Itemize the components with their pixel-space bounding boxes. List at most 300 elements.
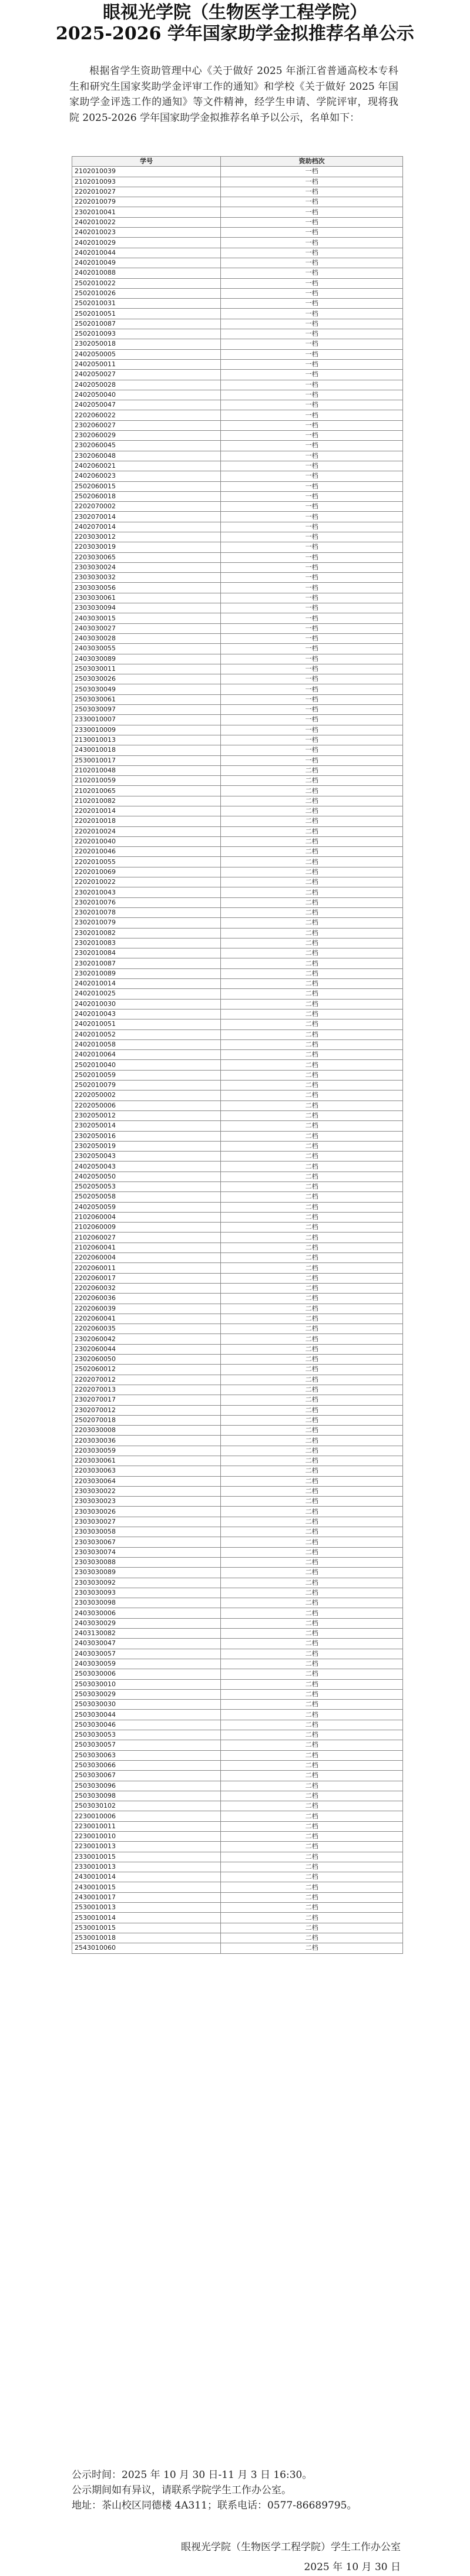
table-row [72, 806, 403, 816]
grade-cell: 二档 [221, 1568, 403, 1578]
student-id-cell: 2230010010 [72, 1831, 221, 1841]
grade-cell: 二档 [221, 765, 403, 775]
student-id-cell: 2402010088 [72, 268, 221, 278]
grade-cell: 二档 [221, 1557, 403, 1567]
student-id-cell: 2502010059 [72, 1070, 221, 1080]
student-id-cell: 2503030096 [72, 1781, 221, 1791]
student-id-cell: 2102010065 [72, 786, 221, 796]
student-id-cell: 2503030061 [72, 694, 221, 704]
student-id-cell: 2202060022 [72, 410, 221, 420]
student-id-cell: 2202050002 [72, 1091, 221, 1100]
grade-cell: 二档 [221, 1842, 403, 1852]
table-row [72, 765, 403, 775]
student-id-cell: 2202010079 [72, 197, 221, 207]
grade-cell: 一档 [221, 380, 403, 390]
grade-cell: 二档 [221, 1862, 403, 1872]
student-id-cell: 2302050018 [72, 339, 221, 349]
grade-cell: 二档 [221, 1273, 403, 1283]
grade-cell: 二档 [221, 1192, 403, 1202]
table-row [72, 1070, 403, 1080]
table-row [72, 1181, 403, 1191]
grade-cell: 二档 [221, 1100, 403, 1110]
grade-cell: 一档 [221, 583, 403, 593]
table-row [72, 461, 403, 471]
table-row [72, 1872, 403, 1882]
grade-cell: 二档 [221, 1202, 403, 1212]
student-id-cell: 2430010014 [72, 1872, 221, 1882]
table-row [72, 309, 403, 319]
table-row [72, 918, 403, 928]
table-row [72, 1081, 403, 1091]
student-id-cell: 2402050011 [72, 359, 221, 369]
table-row [72, 593, 403, 603]
table-row [72, 228, 403, 238]
grade-cell: 二档 [221, 1355, 403, 1365]
student-id-cell: 2202060004 [72, 1253, 221, 1263]
table-row [72, 1141, 403, 1151]
table-row [72, 1791, 403, 1801]
student-id-cell: 2502060012 [72, 1365, 221, 1375]
table-row [72, 1100, 403, 1110]
table-row [72, 1608, 403, 1618]
table-row [72, 968, 403, 978]
grade-cell: 一档 [221, 228, 403, 238]
header-grade: 资助档次 [221, 157, 403, 167]
table-row [72, 847, 403, 857]
grade-cell: 一档 [221, 461, 403, 471]
table-row [72, 907, 403, 917]
student-id-cell: 2402010014 [72, 979, 221, 989]
table-row [72, 278, 403, 288]
student-id-cell: 2202010055 [72, 857, 221, 867]
grade-cell: 一档 [221, 654, 403, 664]
grade-cell: 二档 [221, 1426, 403, 1436]
student-id-cell: 2202010069 [72, 867, 221, 877]
student-id-cell: 2330010015 [72, 1852, 221, 1862]
grade-cell: 二档 [221, 928, 403, 938]
table-row [72, 1152, 403, 1162]
table-row [72, 928, 403, 938]
table-row [72, 684, 403, 694]
grade-cell: 二档 [221, 999, 403, 1009]
table-row [72, 1659, 403, 1669]
table-row [72, 857, 403, 867]
table-row [72, 979, 403, 989]
grade-cell: 二档 [221, 1811, 403, 1821]
grade-cell: 一档 [221, 755, 403, 765]
grade-cell: 二档 [221, 1181, 403, 1191]
table-row [72, 1801, 403, 1811]
table-row [72, 359, 403, 369]
student-id-cell: 2303030026 [72, 1507, 221, 1517]
student-id-cell: 2402010029 [72, 238, 221, 248]
signature-office: 眼视光学院（生物医学工程学院）学生工作办公室 [181, 2541, 401, 2553]
grade-cell: 二档 [221, 1039, 403, 1049]
grade-cell: 二档 [221, 1527, 403, 1537]
student-id-cell: 2430010015 [72, 1882, 221, 1892]
table-row [72, 1060, 403, 1070]
student-id-cell: 2302060048 [72, 451, 221, 461]
student-id-cell: 2303030094 [72, 603, 221, 613]
table-row [72, 1821, 403, 1831]
grade-cell: 二档 [221, 1852, 403, 1862]
table-row [72, 816, 403, 826]
grade-cell: 一档 [221, 278, 403, 288]
student-id-cell: 2303030074 [72, 1547, 221, 1557]
grade-cell: 二档 [221, 887, 403, 897]
table-row [72, 735, 403, 745]
table-row [72, 1760, 403, 1770]
grade-cell: 一档 [221, 177, 403, 187]
student-id-cell: 2503030011 [72, 664, 221, 674]
student-id-cell: 2303030022 [72, 1486, 221, 1496]
student-id-cell: 2502010093 [72, 329, 221, 339]
table-row [72, 1842, 403, 1852]
student-id-cell: 2402050028 [72, 380, 221, 390]
table-row [72, 826, 403, 836]
grade-cell: 二档 [221, 1537, 403, 1547]
grade-cell: 二档 [221, 1547, 403, 1557]
table-row [72, 1273, 403, 1283]
grade-cell: 二档 [221, 1314, 403, 1324]
student-id-cell: 2403030028 [72, 633, 221, 643]
student-id-cell: 2203030019 [72, 542, 221, 552]
table-row [72, 1730, 403, 1740]
grade-cell: 二档 [221, 867, 403, 877]
table-row [72, 1669, 403, 1679]
header-student-id: 学号 [72, 157, 221, 167]
student-id-cell: 2430010018 [72, 745, 221, 755]
table-row [72, 1110, 403, 1120]
table-header-row [72, 157, 403, 167]
grade-cell: 二档 [221, 836, 403, 846]
student-id-cell: 2402060023 [72, 471, 221, 481]
student-id-cell: 2302060050 [72, 1355, 221, 1365]
student-id-cell: 2302010079 [72, 918, 221, 928]
student-id-cell: 2302070017 [72, 1395, 221, 1405]
student-id-cell: 2502010040 [72, 1060, 221, 1070]
grade-cell: 二档 [221, 1304, 403, 1314]
student-id-cell: 2102060009 [72, 1223, 221, 1233]
table-row [72, 1233, 403, 1243]
table-row [72, 1436, 403, 1446]
grade-cell: 一档 [221, 715, 403, 725]
student-id-cell: 2302060045 [72, 441, 221, 451]
table-row [72, 1324, 403, 1334]
grade-cell: 一档 [221, 390, 403, 400]
table-row [72, 989, 403, 999]
grade-cell: 一档 [221, 410, 403, 420]
student-id-cell: 2202010040 [72, 836, 221, 846]
student-id-cell: 2402050027 [72, 370, 221, 380]
student-id-cell: 2530010015 [72, 1923, 221, 1933]
table-row [72, 370, 403, 380]
grade-cell: 二档 [221, 826, 403, 836]
student-id-cell: 2302070014 [72, 512, 221, 522]
student-id-cell: 2230010006 [72, 1811, 221, 1821]
grade-cell: 一档 [221, 349, 403, 359]
grade-cell: 二档 [221, 776, 403, 786]
grade-cell: 一档 [221, 664, 403, 674]
table-row [72, 755, 403, 765]
grade-cell: 二档 [221, 1243, 403, 1252]
table-row [72, 1019, 403, 1029]
grade-cell: 一档 [221, 481, 403, 491]
student-id-cell: 2202070013 [72, 1385, 221, 1395]
grade-cell: 一档 [221, 197, 403, 207]
student-id-cell: 2502010087 [72, 319, 221, 329]
student-id-cell: 2402010044 [72, 248, 221, 258]
student-id-cell: 2402010052 [72, 1029, 221, 1039]
table-row [72, 1710, 403, 1720]
grade-cell: 二档 [221, 1507, 403, 1517]
table-row [72, 1527, 403, 1537]
student-id-cell: 2330010013 [72, 1862, 221, 1872]
student-id-cell: 2502010079 [72, 1081, 221, 1091]
table-row [72, 1547, 403, 1557]
grade-cell: 二档 [221, 1578, 403, 1588]
grade-cell: 一档 [221, 359, 403, 369]
table-row [72, 1375, 403, 1385]
student-id-cell: 2303030032 [72, 573, 221, 583]
table-row [72, 1497, 403, 1507]
student-id-cell: 2402010064 [72, 1050, 221, 1060]
grade-cell: 二档 [221, 1598, 403, 1608]
table-row [72, 1720, 403, 1730]
contact-info: 地址：茶山校区同德楼 4A311；联系电话：0577-86689795。 [72, 2500, 357, 2511]
table-row [72, 177, 403, 187]
table-row [72, 410, 403, 420]
table-row [72, 1456, 403, 1466]
grade-cell: 二档 [221, 1233, 403, 1243]
grade-cell: 二档 [221, 1882, 403, 1892]
table-row [72, 1750, 403, 1760]
grade-cell: 二档 [221, 1344, 403, 1354]
student-id-cell: 2330010007 [72, 715, 221, 725]
table-row [72, 1405, 403, 1415]
student-id-cell: 2302050019 [72, 1141, 221, 1151]
student-id-cell: 2402050040 [72, 390, 221, 400]
student-id-cell: 2202060036 [72, 1294, 221, 1304]
table-row [72, 1507, 403, 1517]
grade-cell: 二档 [221, 1456, 403, 1466]
student-id-cell: 2302010041 [72, 207, 221, 217]
grade-cell: 一档 [221, 471, 403, 481]
table-row [72, 999, 403, 1009]
table-row [72, 207, 403, 217]
student-id-cell: 2503030049 [72, 684, 221, 694]
grade-cell: 二档 [221, 1913, 403, 1923]
student-id-cell: 2503030057 [72, 1740, 221, 1750]
grade-cell: 二档 [221, 1933, 403, 1943]
student-id-cell: 2230010011 [72, 1821, 221, 1831]
student-id-cell: 2303030061 [72, 593, 221, 603]
student-id-cell: 2302050014 [72, 1121, 221, 1131]
student-id-cell: 2302010078 [72, 907, 221, 917]
grade-cell: 一档 [221, 400, 403, 410]
student-id-cell: 2302060044 [72, 1344, 221, 1354]
grade-cell: 二档 [221, 1700, 403, 1710]
grade-cell: 二档 [221, 1050, 403, 1060]
grade-cell: 二档 [221, 1476, 403, 1486]
student-id-cell: 2303030067 [72, 1537, 221, 1547]
table-row [72, 268, 403, 278]
student-id-cell: 2302010084 [72, 948, 221, 958]
grade-cell: 一档 [221, 167, 403, 177]
table-row [72, 532, 403, 542]
student-id-cell: 2203030063 [72, 1466, 221, 1476]
student-id-cell: 2530010014 [72, 1913, 221, 1923]
table-row [72, 197, 403, 207]
table-row [72, 654, 403, 664]
grade-cell: 二档 [221, 1649, 403, 1659]
table-row [72, 1223, 403, 1233]
grade-cell: 二档 [221, 1212, 403, 1222]
student-id-cell: 2302060027 [72, 420, 221, 430]
table-row [72, 1171, 403, 1181]
grade-cell: 一档 [221, 288, 403, 298]
table-row [72, 897, 403, 907]
table-row [72, 1689, 403, 1699]
grade-cell: 一档 [221, 613, 403, 623]
table-row [72, 349, 403, 359]
student-id-cell: 2303030058 [72, 1527, 221, 1537]
table-row [72, 745, 403, 755]
student-id-cell: 2403030057 [72, 1649, 221, 1659]
student-id-cell: 2202010046 [72, 847, 221, 857]
table-row [72, 248, 403, 258]
student-id-cell: 2303030092 [72, 1578, 221, 1588]
grade-cell: 二档 [221, 897, 403, 907]
grade-cell: 二档 [221, 907, 403, 917]
grade-cell: 二档 [221, 847, 403, 857]
table-row [72, 491, 403, 501]
table-row [72, 1629, 403, 1639]
grade-cell: 二档 [221, 1141, 403, 1151]
grade-cell: 一档 [221, 299, 403, 309]
student-id-cell: 2543010060 [72, 1943, 221, 1953]
grade-cell: 一档 [221, 207, 403, 217]
grade-cell: 一档 [221, 512, 403, 522]
table-row [72, 1243, 403, 1252]
student-id-cell: 2202060011 [72, 1263, 221, 1273]
student-id-cell: 2403030047 [72, 1639, 221, 1649]
student-id-cell: 2202010014 [72, 806, 221, 816]
announcement-time: 公示时间：2025 年 10 月 30 日-11 月 3 日 16:30。 [72, 2469, 313, 2481]
grade-cell: 一档 [221, 623, 403, 633]
table-row [72, 431, 403, 441]
table-row [72, 1202, 403, 1212]
grade-cell: 二档 [221, 1385, 403, 1395]
grade-cell: 二档 [221, 1689, 403, 1699]
grade-cell: 二档 [221, 1171, 403, 1181]
table-row [72, 1334, 403, 1344]
grade-cell: 二档 [221, 1801, 403, 1811]
student-id-cell: 2503030029 [72, 1689, 221, 1699]
grade-cell: 二档 [221, 1831, 403, 1841]
grade-cell: 二档 [221, 1588, 403, 1598]
table-row [72, 451, 403, 461]
table-row [72, 1253, 403, 1263]
table-row [72, 1923, 403, 1933]
student-id-cell: 2402050047 [72, 400, 221, 410]
student-id-cell: 2230010013 [72, 1842, 221, 1852]
grade-cell: 二档 [221, 1821, 403, 1831]
table-row [72, 1700, 403, 1710]
grade-cell: 二档 [221, 857, 403, 867]
signature-date: 2025 年 10 月 30 日 [304, 2561, 401, 2573]
student-id-cell: 2202050006 [72, 1100, 221, 1110]
table-row [72, 796, 403, 806]
student-id-cell: 2202060039 [72, 1304, 221, 1314]
student-id-cell: 2402050059 [72, 1202, 221, 1212]
grade-cell: 二档 [221, 1081, 403, 1091]
student-id-cell: 2503030030 [72, 1700, 221, 1710]
student-id-cell: 2503030097 [72, 705, 221, 715]
grade-cell: 一档 [221, 705, 403, 715]
grade-cell: 一档 [221, 319, 403, 329]
table-row [72, 552, 403, 562]
grade-cell: 二档 [221, 1446, 403, 1456]
student-id-cell: 2502010022 [72, 278, 221, 288]
student-id-cell: 2302010089 [72, 968, 221, 978]
student-id-cell: 2202010027 [72, 187, 221, 197]
grade-cell: 二档 [221, 1283, 403, 1293]
table-row [72, 583, 403, 593]
grade-cell: 二档 [221, 948, 403, 958]
grade-cell: 二档 [221, 1760, 403, 1770]
student-id-cell: 2102060041 [72, 1243, 221, 1252]
student-id-cell: 2402010025 [72, 989, 221, 999]
table-row [72, 715, 403, 725]
table-row [72, 217, 403, 227]
table-row [72, 603, 403, 613]
student-id-cell: 2203030012 [72, 532, 221, 542]
table-row [72, 877, 403, 887]
grade-cell: 一档 [221, 603, 403, 613]
table-row [72, 1192, 403, 1202]
grade-cell: 二档 [221, 1466, 403, 1476]
grade-cell: 二档 [221, 1730, 403, 1740]
student-id-cell: 2403030015 [72, 613, 221, 623]
student-id-cell: 2302050043 [72, 1152, 221, 1162]
student-id-cell: 2402050043 [72, 1162, 221, 1171]
grade-cell: 二档 [221, 1152, 403, 1162]
student-id-cell: 2402050005 [72, 349, 221, 359]
table-row [72, 1162, 403, 1171]
student-id-cell: 2203030061 [72, 1456, 221, 1466]
grade-cell: 一档 [221, 187, 403, 197]
grade-cell: 一档 [221, 562, 403, 572]
student-id-cell: 2202070002 [72, 502, 221, 512]
student-id-cell: 2403030059 [72, 1659, 221, 1669]
table-row [72, 958, 403, 968]
student-id-cell: 2502060015 [72, 481, 221, 491]
grade-cell: 一档 [221, 633, 403, 643]
student-id-cell: 2430010017 [72, 1892, 221, 1902]
table-row [72, 836, 403, 846]
student-id-cell: 2503030098 [72, 1791, 221, 1801]
student-id-cell: 2302060029 [72, 431, 221, 441]
table-row [72, 390, 403, 400]
grade-cell: 二档 [221, 989, 403, 999]
student-id-cell: 2403030027 [72, 623, 221, 633]
student-id-cell: 2202070012 [72, 1375, 221, 1385]
table-row [72, 1486, 403, 1496]
grade-cell: 二档 [221, 1791, 403, 1801]
table-row [72, 1395, 403, 1405]
student-id-cell: 2202060041 [72, 1314, 221, 1324]
